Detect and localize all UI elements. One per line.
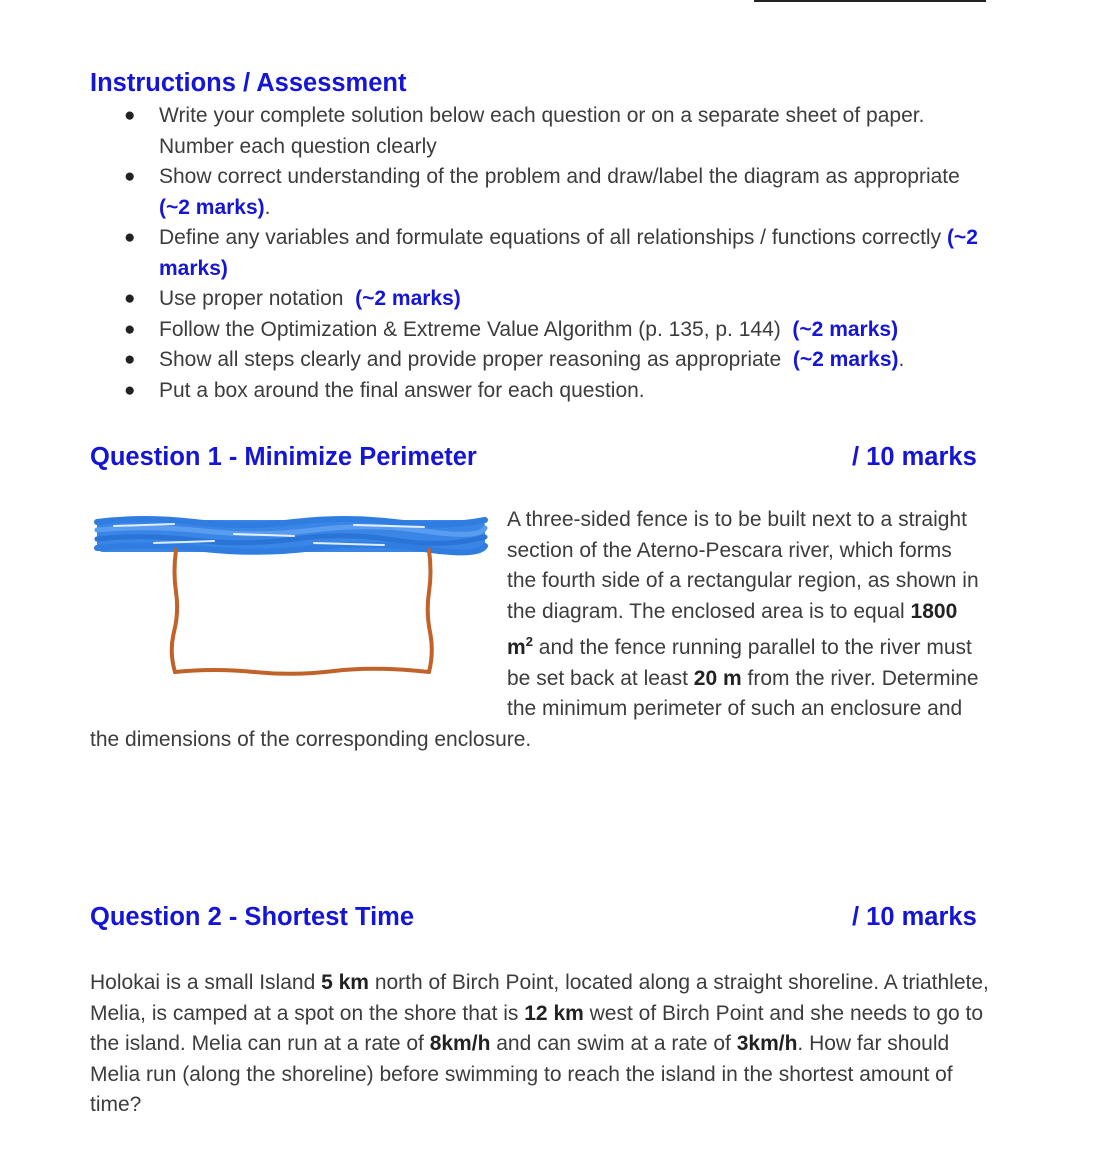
q1-title: Question 1 - Minimize Perimeter <box>90 443 477 471</box>
instruction-item: ● Write your complete solution below each question or on a separate sheet of paper. Number each question clearly <box>90 101 990 162</box>
q2-title: Question 2 - Shortest Time <box>90 903 415 931</box>
top-rule <box>754 0 986 2</box>
distance-west: 12 km <box>524 1001 584 1025</box>
area-value: 1800 m <box>507 599 958 659</box>
bullet-icon: ● <box>124 379 136 401</box>
bullet-icon: ● <box>124 349 136 370</box>
q1-marks: / 10 marks <box>852 443 977 471</box>
marks-label: (~2 marks) <box>792 317 899 341</box>
marks-label: (~2 marks) <box>159 195 265 219</box>
bullet-icon: ● <box>124 166 136 187</box>
run-rate: 8km/h <box>429 1032 491 1055</box>
bullet-icon: ● <box>124 318 136 340</box>
instructions-heading: Instructions / Assessment <box>90 69 407 97</box>
distance-north: 5 km <box>321 971 369 994</box>
instruction-item: ● Show correct understanding of the problem and draw/label the diagram as appropriate (~2 marks). <box>90 162 990 223</box>
marks-label: (~2 marks) <box>792 348 899 371</box>
area-exponent: 2 <box>525 634 533 649</box>
q2-text: Holokai is a small Island 5 km north of Birch Point, located along a straight shoreline. A triathlete, Melia, is camped at a spot on the shore that is 12 km west of Birch Point and she needs to go to the island. Melia can run at a rate of 8km/h and can swim at a rate of 3km/h. How far should Melia run (along the shoreline) before swimming to reach the island in the shortest amount of time? <box>90 971 989 1116</box>
bullet-icon: ● <box>124 105 136 126</box>
instruction-item: ● Put a box around the final answer for each question. <box>90 376 990 407</box>
instruction-item: ● Define any variables and formulate equations of all relationships / functions correctly (~2 marks) <box>90 223 990 284</box>
instruction-item: ● Use proper notation (~2 marks) <box>90 284 990 315</box>
marks-label: (~2 marks) <box>159 226 978 280</box>
instruction-item: ● Follow the Optimization & Extreme Value Algorithm (p. 135, p. 144) (~2 marks) <box>90 315 990 346</box>
bullet-icon: ● <box>124 288 136 309</box>
swim-rate: 3km/h <box>736 1032 798 1055</box>
q1-text: A three-sided fence is to be built next to a straight section of the Aterno-Pescara river, which forms the fourth side of a rectangular region, as shown in the diagram. The enclosed area is to equal 1800 $m^2$ and the fence running parallel to the river must be set back at least 20 m from the river. Determine the minimum perimeter of such an enclosure and the dimensions of the corresponding enclosure. <box>90 505 984 755</box>
q2-marks: / 10 marks <box>852 903 977 931</box>
instructions-list <box>90 101 990 406</box>
marks-label: (~2 marks) <box>355 287 461 310</box>
bullet-icon: ● <box>124 227 136 248</box>
diagram-spacer <box>90 505 507 718</box>
setback-value: 20 m <box>693 666 742 690</box>
instruction-item: ● Show all steps clearly and provide proper reasoning as appropriate (~2 marks). <box>90 345 990 376</box>
